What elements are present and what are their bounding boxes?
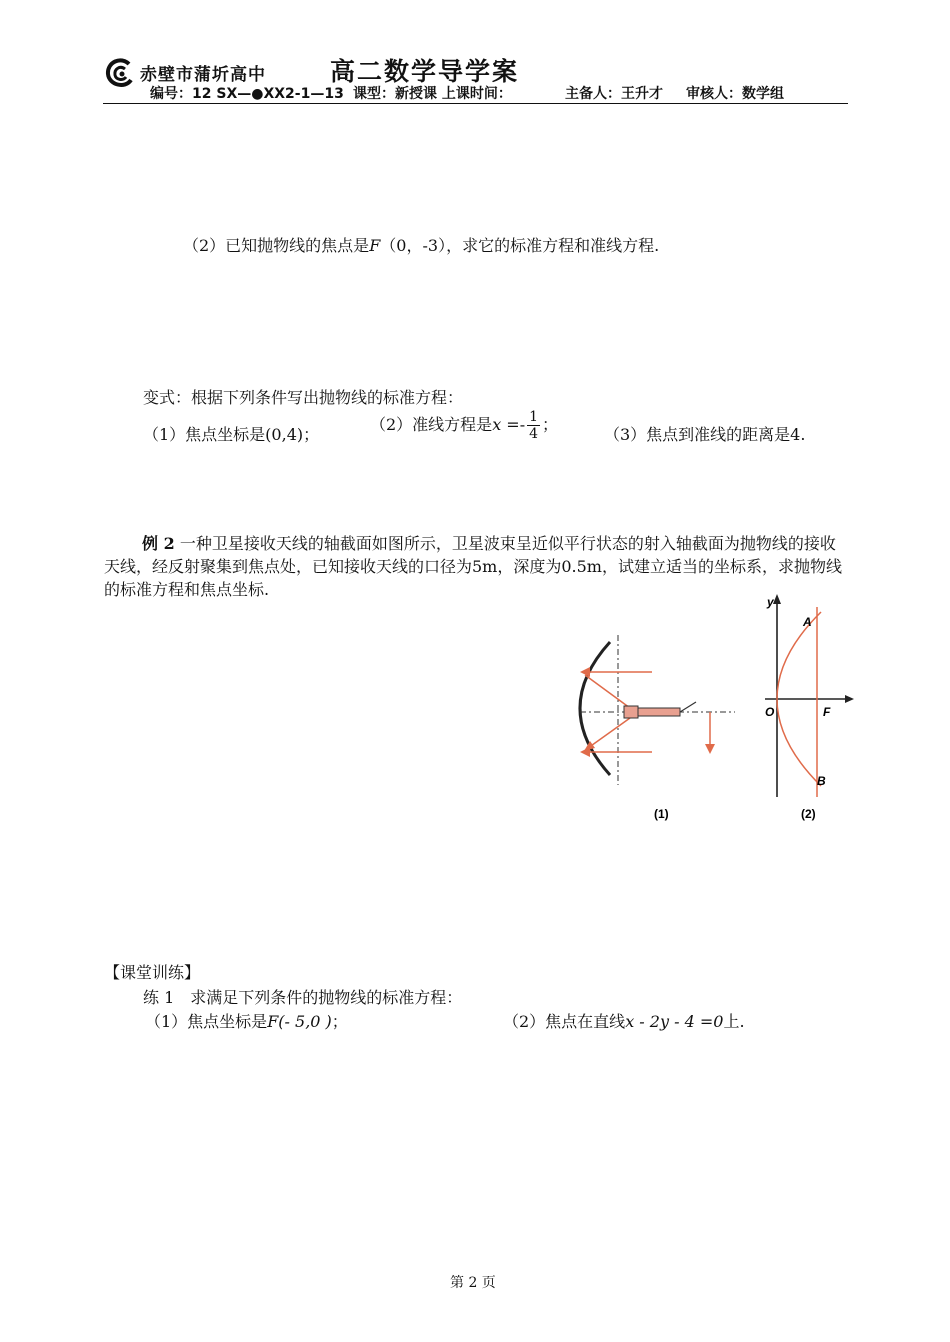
figure-1-label: (1) <box>654 807 669 821</box>
question-2 <box>183 233 659 256</box>
dish-curve <box>580 642 610 775</box>
type-value: 新授课 <box>395 86 437 102</box>
practice-item-2 <box>503 1009 745 1032</box>
variant-item-1: （1）焦点坐标是(0,4)； <box>143 425 320 444</box>
variant-item-2 <box>370 409 558 442</box>
label-B: B <box>817 774 826 788</box>
school-name: 赤壁市蒲圻高中 <box>140 65 266 85</box>
variant-item-2-eq: =- <box>501 415 526 434</box>
figure-2-label: (2) <box>801 807 816 821</box>
x-axis-arrow-icon <box>845 695 854 703</box>
q2-coords: （0，-3） <box>380 236 447 255</box>
label-A: A <box>803 615 812 629</box>
meta-reviewer: 审核人：数学组 <box>686 86 784 102</box>
label-O: O <box>765 705 775 719</box>
q2-focus-letter: F <box>369 236 381 255</box>
example-2 <box>104 532 849 601</box>
antenna-figure <box>560 630 750 830</box>
q2-suffix: ，求它的标准方程和准线方程. <box>446 236 660 255</box>
practice-item-2-end: 上. <box>723 1012 745 1031</box>
code-value: 12 SX—●XX2-1—13 <box>192 86 344 102</box>
example-2-label: 例 2 <box>142 534 175 553</box>
fraction-one-quarter <box>527 409 540 442</box>
practice-item-2-prefix: （2）焦点在直线 <box>503 1012 626 1031</box>
school-logo-icon <box>103 56 137 90</box>
arrow-down-icon <box>705 744 715 754</box>
feed-wire <box>680 702 696 712</box>
practice-item-1-math: F(- 5,0 ) <box>267 1012 332 1031</box>
practice-item-1-end: ； <box>331 1012 348 1031</box>
meta-type <box>353 83 512 103</box>
variant-item-3: （3）焦点到准线的距离是4. <box>604 425 806 444</box>
y-axis-arrow-icon <box>773 594 781 604</box>
variant-title: 变式：根据下列条件写出抛物线的标准方程： <box>143 388 464 407</box>
ray-reflect-bottom <box>588 718 630 748</box>
parabola-figure <box>755 592 855 827</box>
meta-code <box>150 83 344 103</box>
arrow-reflect-icon <box>584 741 595 751</box>
example-2-text: 一种卫星接收天线的轴截面如图所示，卫星波束呈近似平行状态的射入轴截面为抛物线的接收天线，经反射聚集到焦点处，已知接收天线的口径为5m，深度为0.5m，试建立适当的坐标系，求抛物线的标准方程和焦点坐标. <box>104 534 842 599</box>
header-rule <box>103 103 848 104</box>
variant-item-2-end: ； <box>542 415 559 434</box>
label-F: F <box>823 705 831 719</box>
practice-title: 练 1 求满足下列条件的抛物线的标准方程： <box>143 988 463 1007</box>
feed-horn <box>624 706 638 718</box>
variant-item-2-x: x <box>492 415 502 434</box>
fraction-numerator: 1 <box>529 409 539 425</box>
variant-item-2-prefix: （2）准线方程是 <box>370 415 493 434</box>
type-label: 课型： <box>353 86 395 102</box>
label-y: y <box>767 595 774 609</box>
time-label: 上课时间： <box>441 86 512 102</box>
practice-item-1 <box>145 1009 348 1032</box>
meta-preparer: 主备人：王升才 <box>565 86 663 102</box>
practice-item-2-math: x - 2y - 4 =0 <box>625 1012 724 1031</box>
fraction-denominator: 4 <box>529 426 539 442</box>
page-number: 第 2 页 <box>450 1275 496 1291</box>
practice-item-1-prefix: （1）焦点坐标是 <box>145 1012 268 1031</box>
practice-heading: 【课堂训练】 <box>104 963 201 982</box>
ray-reflect-top <box>585 675 630 708</box>
code-label: 编号： <box>150 86 192 102</box>
feed-body <box>638 708 680 716</box>
q2-prefix: （2）已知抛物线的焦点是 <box>183 236 370 255</box>
worksheet-title: 高二数学导学案 <box>330 57 520 86</box>
